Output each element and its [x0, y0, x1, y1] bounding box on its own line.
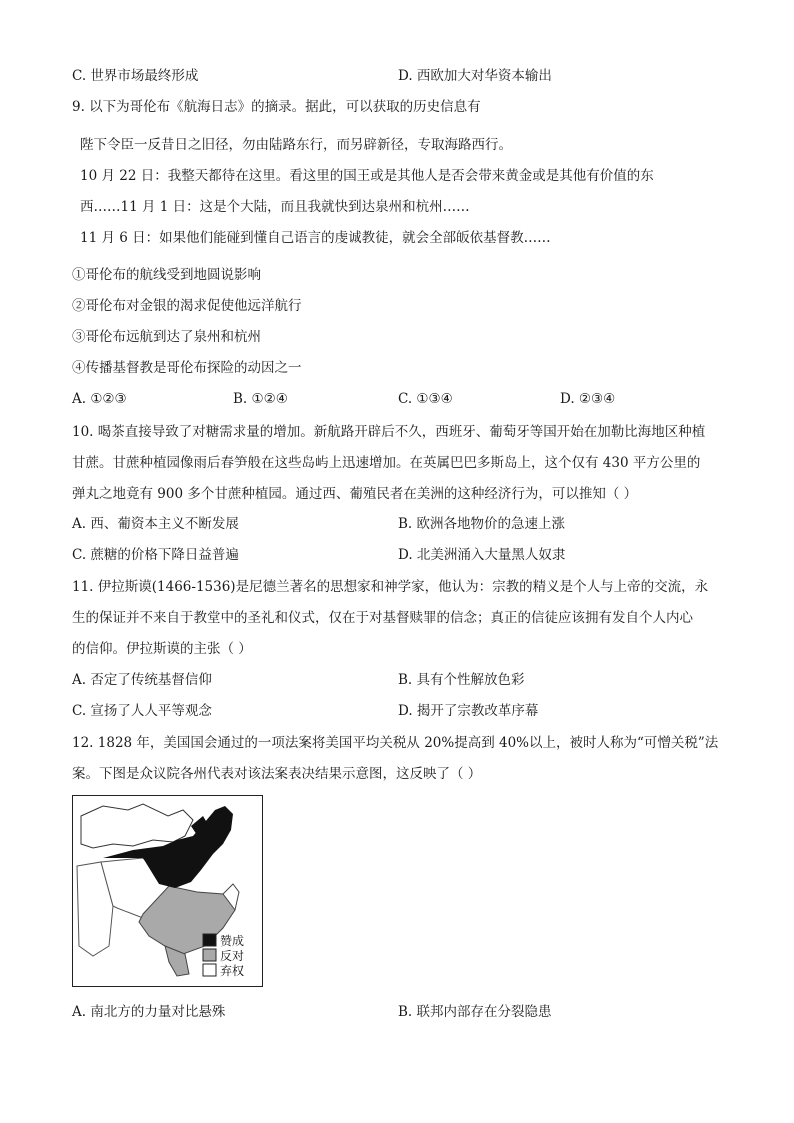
q11-stem-line: 生的保证并不来自于教堂中的圣礼和仪式，仅在于对基督赎罪的信念；真正的信徒应该拥有发自个人内心: [72, 610, 693, 626]
legend-swatch-favor: [203, 934, 216, 946]
q9-quote-line: 11 月 6 日：如果他们能碰到懂自己语言的虔诚教徒，就会全部皈依基督教……: [80, 230, 551, 246]
q12-stem-line: 案。下图是众议院各州代表对该法案表决结果示意图，这反映了（ ）: [72, 766, 482, 782]
q11-option-c: C. 宣扬了人人平等观念: [72, 703, 212, 719]
q11-option-d: D. 揭开了宗教改革序幕: [398, 703, 539, 719]
legend-label-abstain: 弃权: [220, 964, 245, 978]
legend-label-against: 反对: [220, 949, 245, 963]
q11-option-b: B. 具有个性解放色彩: [398, 672, 525, 688]
q10-option-c: C. 蔗糖的价格下降日益普遍: [72, 547, 239, 563]
q9-option-d: D. ②③④: [560, 391, 616, 407]
q11-stem-line: 的信仰。伊拉斯谟的主张（ ）: [72, 641, 252, 657]
q9-item-4: ④传播基督教是哥伦布探险的动因之一: [72, 360, 302, 376]
us-vote-map: [72, 795, 263, 987]
q10-stem-line: 弹丸之地竟有 900 多个甘蔗种植园。通过西、葡殖民者在美洲的这种经济行为，可以推知（ ）: [72, 486, 638, 502]
q9-option-a: A. ①②③: [72, 391, 127, 407]
q10-stem-line: 10. 喝茶直接导致了对糖需求量的增加。新航路开辟后不久，西班牙、葡萄牙等国开始在加勒比海地区种植: [72, 424, 706, 440]
q12-stem-line: 12. 1828 年，美国国会通过的一项法案将美国平均关税从 20%提高到 40%以上，被时人称为“可憎关税”法: [72, 735, 719, 751]
q11-option-a: A. 否定了传统基督信仰: [72, 672, 212, 688]
q12-option-b: B. 联邦内部存在分裂隐患: [398, 1004, 552, 1020]
q9-item-3: ③哥伦布远航到达了泉州和杭州: [72, 329, 261, 345]
q10-stem-line: 甘蔗。甘蔗种植园像雨后春笋般在这些岛屿上迅速增加。在英属巴巴多斯岛上，这个仅有 430 平方公里的: [72, 455, 701, 471]
q8-option-d: D. 西欧加大对华资本输出: [398, 68, 552, 84]
q9-item-1: ①哥伦布的航线受到地圆说影响: [72, 267, 261, 283]
q9-stem: 9. 以下为哥伦布《航海日志》的摘录。据此，可以获取的历史信息有: [72, 99, 481, 115]
q9-quote-line: 西……11 月 1 日：这是个大陆，而且我就快到达泉州和杭州……: [80, 199, 470, 215]
q9-quote-line: 陛下令臣一反昔日之旧径，勿由陆路东行，而另辟新径，专取海路西行。: [80, 137, 512, 153]
legend-swatch-abstain: [203, 964, 216, 976]
q9-item-2: ②哥伦布对金银的渴求促使他远洋航行: [72, 298, 302, 314]
q11-stem-line: 11. 伊拉斯谟(1466-1536)是尼德兰著名的思想家和神学家，他认为：宗教的精义是个人与上帝的交流，永: [72, 579, 709, 595]
legend-swatch-against: [203, 949, 216, 961]
q9-option-c: C. ①③④: [398, 391, 453, 407]
q10-option-a: A. 西、葡资本主义不断发展: [72, 516, 239, 532]
q9-quote-line: 10 月 22 日：我整天都待在这里。看这里的国王或是其他人是否会带来黄金或是其他有价值的东: [80, 168, 654, 184]
us-vote-map-svg: [73, 796, 261, 985]
q9-option-b: B. ①②④: [233, 391, 288, 407]
legend-label-favor: 赞成: [220, 934, 245, 948]
q10-option-b: B. 欧洲各地物价的急速上涨: [398, 516, 566, 532]
q12-option-a: A. 南北方的力量对比悬殊: [72, 1004, 226, 1020]
q8-option-c: C. 世界市场最终形成: [72, 68, 199, 84]
q10-option-d: D. 北美洲涌入大量黑人奴隶: [398, 547, 566, 563]
